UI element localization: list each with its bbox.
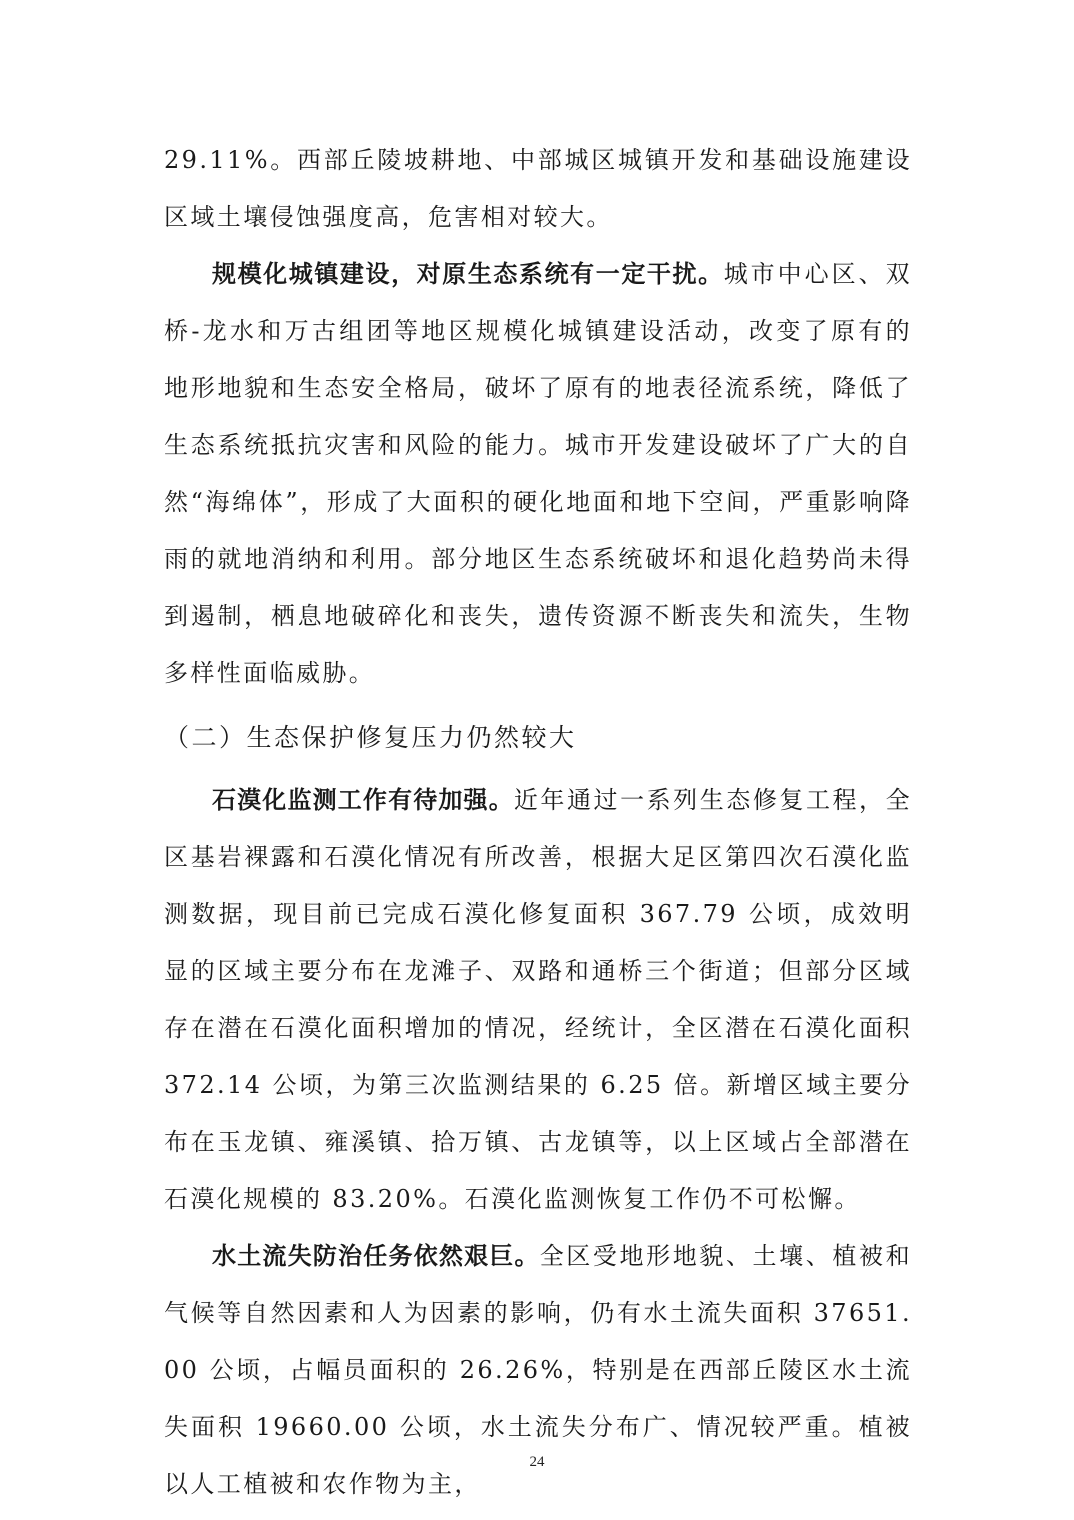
body-text (164, 132, 912, 1513)
paragraph-urban-construction (164, 246, 912, 702)
paragraph-lead: 石漠化监测工作有待加强。 (212, 786, 514, 814)
paragraph-continuation (164, 132, 912, 246)
paragraph-text: 29.11%。西部丘陵坡耕地、中部城区城镇开发和基础设施建设区域土壤侵蚀强度高，危害相对较大。 (164, 146, 912, 231)
paragraph-rocky-desertification (164, 772, 912, 1228)
paragraph-text: 近年通过一系列生态修复工程，全区基岩裸露和石漠化情况有所改善，根据大足区第四次石漠化监测数据，现目前已完成石漠化修复面积 367.79 公顷，成效明显的区域主要分布在龙滩子、双路和通桥三个街道；但部分区域存在潜在石漠化面积增加的情况，经统计，全区潜在石漠化面积 372.14 公顷，为第三次监测结果的 6.25 倍。新增区域主要分布在玉龙镇、雍溪镇、拾万镇、古龙镇等，以上区域占全部潜在石漠化规模的 83.20%。石漠化监测恢复工作仍不可松懈。 (164, 786, 913, 1213)
page-number: 24 (529, 1454, 545, 1470)
paragraph-text: 城市中心区、双桥-龙水和万古组团等地区规模化城镇建设活动，改变了原有的地形地貌和生态安全格局，破坏了原有的地表径流系统，降低了生态系统抵抗灾害和风险的能力。城市开发建设破坏了广大的自然“海绵体”，形成了大面积的硬化地面和地下空间，严重影响降雨的就地消纳和利用。部分地区生态系统破坏和退化趋势尚未得到遏制，栖息地破碎化和丧失，遗传资源不断丧失和流失，生物多样性面临威胁。 (164, 260, 912, 687)
section-heading: （二）生态保护修复压力仍然较大 (164, 723, 577, 752)
paragraph-lead: 规模化城镇建设，对原生态系统有一定干扰。 (212, 260, 724, 288)
paragraph-lead: 水土流失防治任务依然艰巨。 (212, 1242, 540, 1270)
paragraph-text: 全区受地形地貌、土壤、植被和气候等自然因素和人为因素的影响，仍有水土流失面积 37651.00 公顷，占幅员面积的 26.26%，特别是在西部丘陵区水土流失面积 19660.00 公顷，水土流失分布广、情况较严重。植被以人工植被和农作物为主， (164, 1242, 912, 1498)
